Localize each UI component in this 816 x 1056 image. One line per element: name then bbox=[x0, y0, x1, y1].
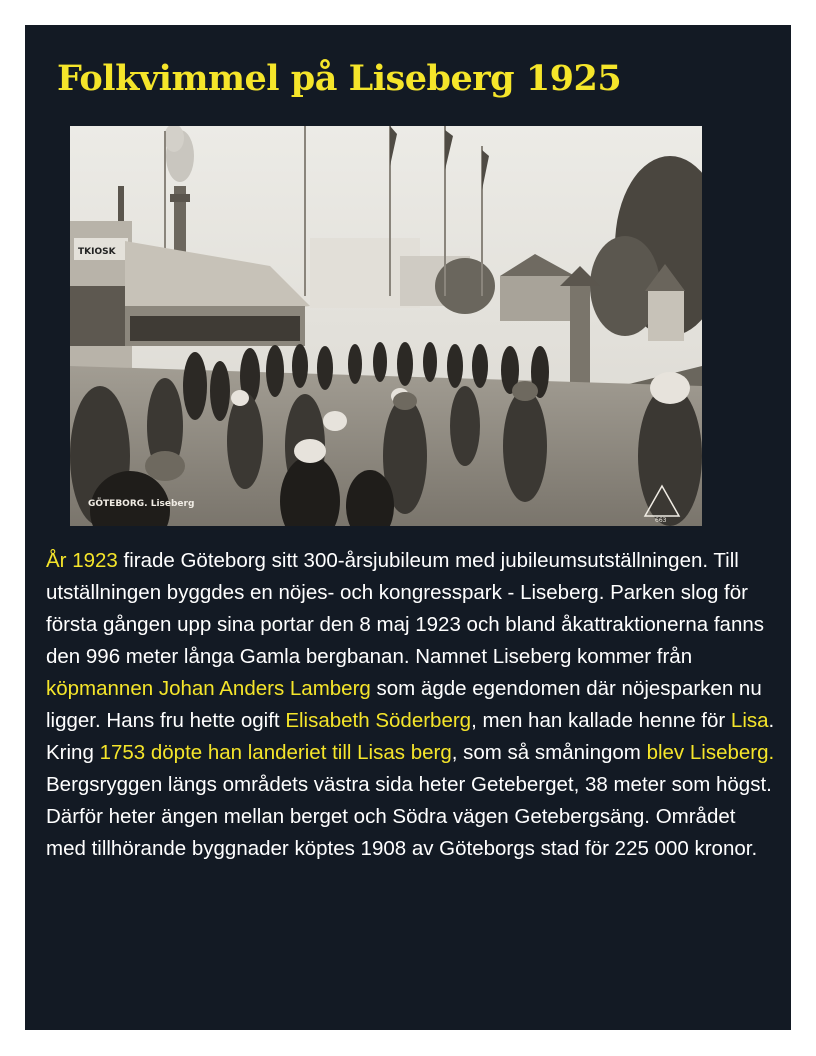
highlight-lisa: Lisa bbox=[730, 709, 769, 732]
text-segment-3: , men han kallade henne för bbox=[471, 709, 731, 732]
text-segment-2: som ägde egendomen där nöjesparken nu ligger. Hans fru hette ogift bbox=[46, 677, 762, 732]
highlight-1753: 1753 döpte han landeriet till Lisas berg bbox=[99, 741, 452, 764]
photo-caption: GÖTEBORG. Liseberg bbox=[88, 499, 195, 509]
highlight-year-1923: År 1923 bbox=[46, 549, 118, 572]
text-segment-6: Bergsryggen längs områdets västra sida heter Geteberget, 38 meter som högst. Därför heter ängen mellan berget och Södra vägen Getebergsäng. Området med tillhörande byggnader köptes 1908 av Göteborgs stad för 225 000 kronor. bbox=[46, 773, 772, 860]
text-segment-5: , som så småningom bbox=[451, 741, 647, 764]
kiosk-sign: TKIOSK bbox=[78, 247, 116, 257]
text-segment-1: firade Göteborg sitt 300-årsjubileum med jubileumsutställningen. Till utställningen byggdes en nöjes- och kongresspark - Liseberg. Parken slog för första gången upp sina portar den 8 maj 1923 och bland åkattraktionerna fanns den 996 meter långa Gamla bergbanan. Namnet Liseberg kommer från bbox=[46, 549, 764, 668]
photo-number: 663 bbox=[655, 517, 667, 524]
page-panel bbox=[25, 25, 791, 1030]
highlight-elisabeth: Elisabeth Söderberg bbox=[285, 709, 472, 732]
text-segment-4: . Kring bbox=[46, 709, 775, 764]
historical-photo bbox=[70, 126, 702, 526]
page-title: Folkvimmel på Liseberg 1925 bbox=[57, 58, 622, 99]
highlight-merchant: köpmannen Johan Anders Lamberg bbox=[46, 677, 371, 700]
body-paragraph bbox=[46, 545, 776, 865]
highlight-liseberg: blev Liseberg. bbox=[646, 741, 775, 764]
